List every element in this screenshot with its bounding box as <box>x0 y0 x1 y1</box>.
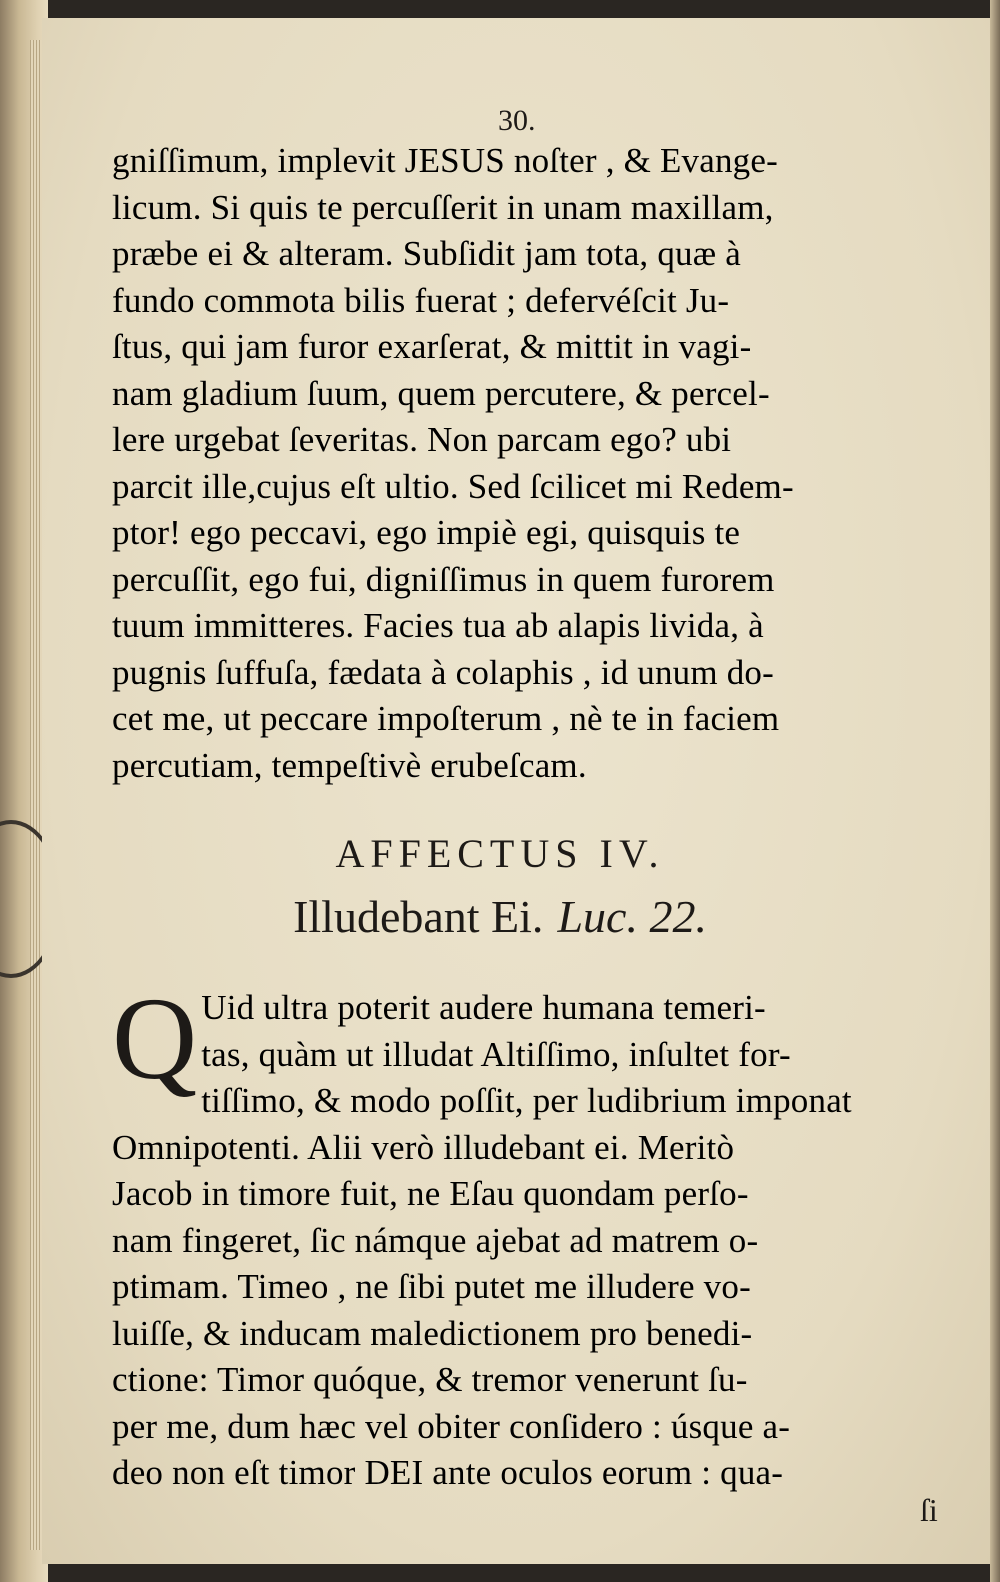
text-line: deo non eſt timor DEI ante oculos eorum : qua- <box>112 1453 784 1492</box>
catchword: ſi <box>920 1492 938 1528</box>
text-line: ſtus, qui jam furor exarſerat, & mittit in vagi- <box>112 327 752 366</box>
paragraph-2 <box>112 973 942 1497</box>
text-line: parcit ille,cujus eſt ultio. Sed ſcilicet mi Redem- <box>112 466 794 506</box>
section-title <box>0 890 1000 943</box>
scripture-reference: Luc. 22. <box>557 891 707 942</box>
text-line: fundo commota bilis fuerat ; defervéſcit Ju- <box>112 280 730 320</box>
drop-cap: Q <box>112 973 198 1104</box>
section-heading: AFFECTUS IV. <box>335 831 665 876</box>
text-line: per me, dum hæc vel obiter conſidero : úsque a- <box>112 1406 791 1446</box>
text-line: pugnis ſuffuſa, fædata à colaphis , id unum do- <box>112 652 774 692</box>
book-spine <box>0 0 48 1582</box>
paragraph-1 <box>112 138 942 789</box>
text-line: tiſſimo, & modo poſſit, per ludibrium imponat <box>201 1081 852 1120</box>
text-line: gniſſimum, implevit JESUS noſter , & Evange- <box>112 141 778 180</box>
text-line: ptimam. Timeo , ne ſibi putet me illudere vo- <box>112 1267 751 1306</box>
text-line: cet me, ut peccare impoſterum , nè te in faciem <box>112 699 780 738</box>
text-line: nam fingeret, ſic námque ajebat ad matrem o- <box>112 1220 759 1260</box>
page-number: 30. <box>498 104 536 137</box>
text-line: præbe ei & alteram. Subſidit jam tota, quæ à <box>112 234 741 273</box>
text-line: percutiam, tempeſtivè erubeſcam. <box>112 745 587 785</box>
text-line: ptor! ego peccavi, ego impiè egi, quisquis te <box>112 513 741 552</box>
text-line: tuum immitteres. Facies tua ab alapis livida, à <box>112 606 764 645</box>
text-line: nam gladium ſuum, quem percutere, & percel- <box>112 373 770 413</box>
page-right-edge <box>990 0 1000 1582</box>
title-text: Illudebant Ei. <box>293 891 544 942</box>
text-line: Omnipotenti. Alii verò illudebant ei. Meritò <box>112 1127 735 1167</box>
text-line: ctione: Timor quóque, & tremor venerunt ſu- <box>112 1360 748 1399</box>
text-line: licum. Si quis te percuſſerit in unam maxillam, <box>112 187 774 227</box>
text-line: lere urgebat ſeveritas. Non parcam ego? ubi <box>112 420 732 459</box>
text-line: tas, quàm ut illudat Altiſſimo, inſultet for- <box>201 1034 791 1074</box>
text-line: Jacob in timore fuit, ne Eſau quondam perſo- <box>112 1174 749 1213</box>
text-line: Uid ultra poterit audere humana temeri- <box>201 988 766 1027</box>
text-line: luiſſe, & inducam maledictionem pro benedi- <box>112 1313 753 1353</box>
text-line: percuſſit, ego fui, digniſſimus in quem furorem <box>112 559 775 599</box>
